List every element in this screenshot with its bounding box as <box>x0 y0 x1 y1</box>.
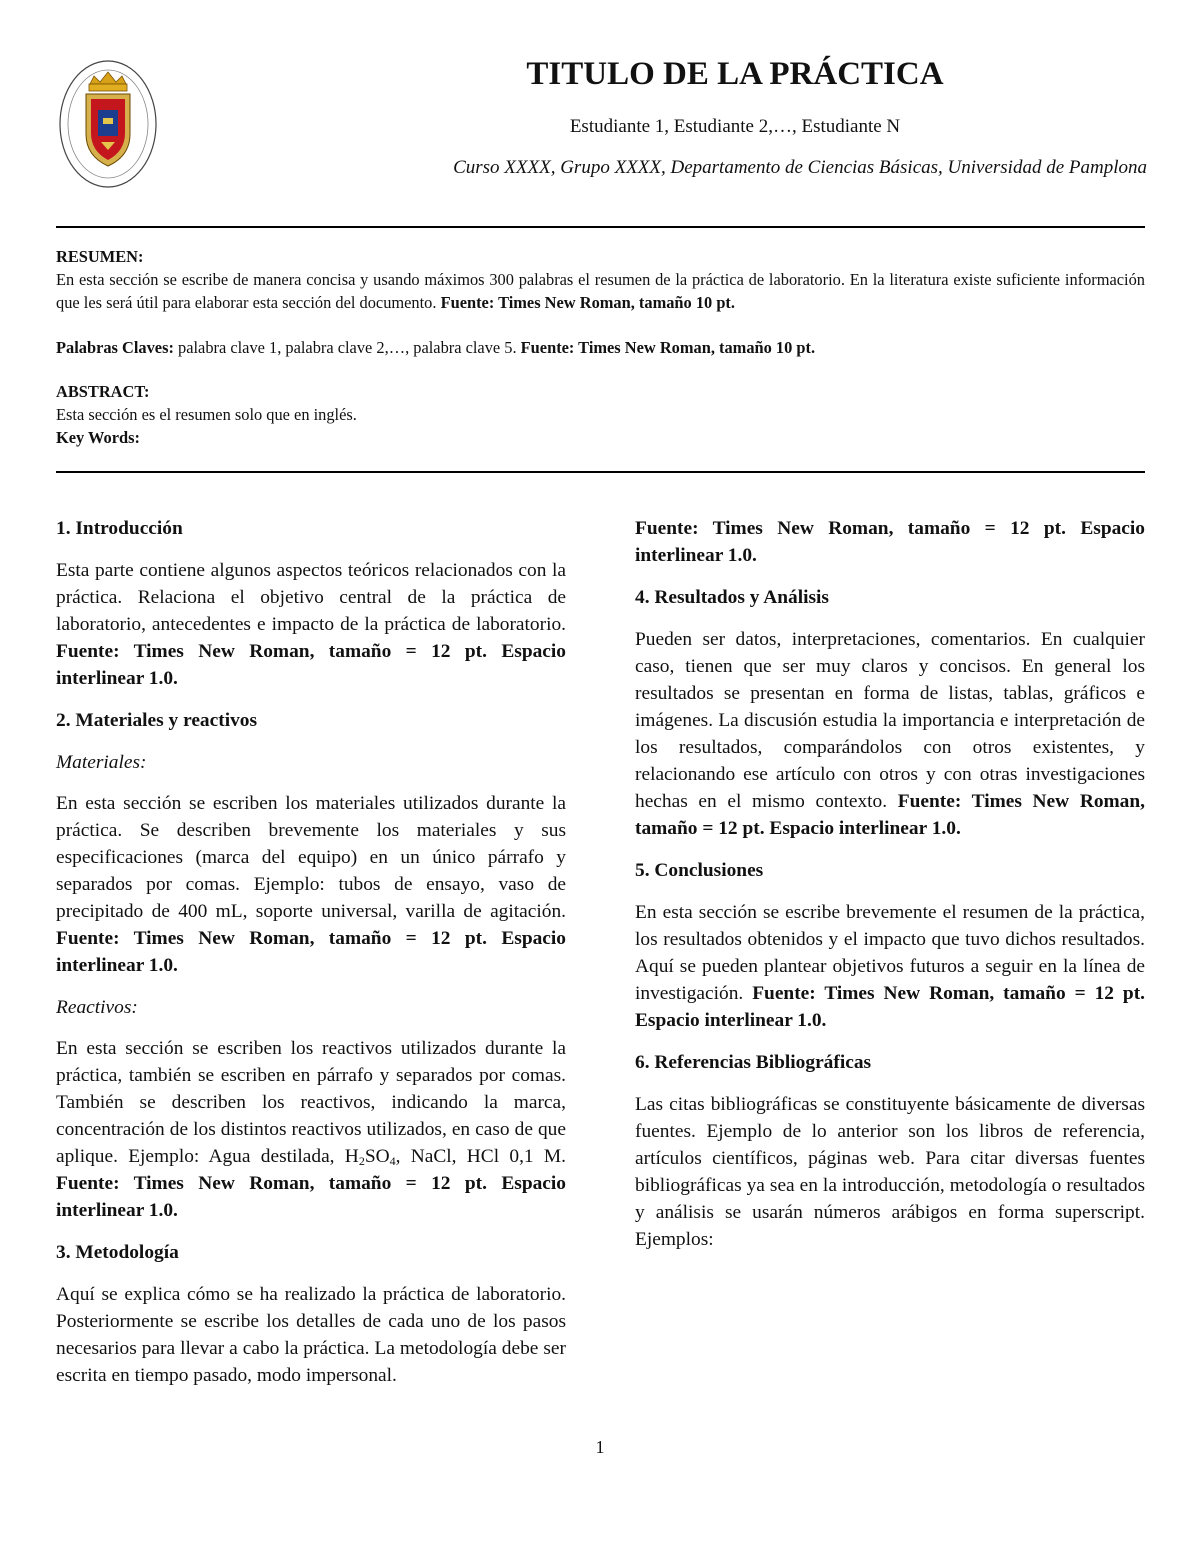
conclusions-body: En esta sección se escribe brevemente el resumen de la práctica, los resultados obtenidos y el impacto que tuvo dichos resultados. Aquí se pueden plantear objetivos futuros a seguir en la línea de investigación. <box>635 902 1145 1004</box>
method-paragraph <box>56 1281 566 1389</box>
author-list: Estudiante 1, Estudiante 2,…, Estudiante N <box>569 116 901 137</box>
university-seal-logo <box>58 58 158 190</box>
right-column <box>635 515 1145 1268</box>
intro-heading: 1. Introducción <box>56 518 183 539</box>
conclusions-heading: 5. Conclusiones <box>635 860 764 881</box>
keywords-label: Palabras Claves: <box>56 338 174 357</box>
results-note: Fuente: Times New Roman, tamaño = 12 pt. Espacio interlinear 1.0. <box>635 791 1145 839</box>
formula-subscript-4: 4 <box>389 1154 396 1168</box>
reactivos-subheading: Reactivos: <box>56 997 138 1018</box>
document-title: TITULO DE LA PRÁCTICA <box>526 56 944 92</box>
formula-subscript-2: 2 <box>358 1154 365 1168</box>
method-body: Aquí se explica cómo se ha realizado la práctica de laboratorio. Posteriormente se escribe los detalles de cada uno de los pasos necesarios para llevar a cabo la práctica. La metodología debe ser escrita en tiempo pasado, modo impersonal. <box>56 1284 566 1386</box>
materials-body: En esta sección se escriben los materiales utilizados durante la práctica. Se describen brevemente los materiales y sus especificaciones (marca del equipo) en un único párrafo y separados por comas. Ejemplo: tubos de ensayo, vaso de precipitado de 400 mL, soporte universal, varilla de agitación. <box>56 793 566 922</box>
formula-so: SO <box>364 1146 390 1167</box>
resumen-body: En esta sección se escribe de manera concisa y usando máximos 300 palabras el resumen de la práctica de laboratorio. En la literatura existe suficiente información que les será útil para elaborar esta sección del documento. <box>56 270 1145 312</box>
resumen-block <box>56 245 1145 314</box>
conclusions-note: Fuente: Times New Roman, tamaño = 12 pt. Espacio interlinear 1.0. <box>635 983 1146 1031</box>
intro-body: Esta parte contiene algunos aspectos teóricos relacionados con la práctica. Relaciona el objetivo central de la práctica de laboratorio, antecedentes e impacto de la práctica de laboratorio. <box>56 560 566 635</box>
resumen-font-note: Fuente: Times New Roman, tamaño 10 pt. <box>440 293 735 312</box>
references-body: Las citas bibliográficas se constituyente básicamente de diversas fuentes. Ejemplo de lo anterior son los libros de referencia, artículos científicos, páginas web. Para citar diversas fuentes bibliográficas ya sea en la introducción, metodología o resultados y análisis se usarán números arábigos en forma superscript. Ejemplos: <box>635 1094 1145 1250</box>
abstract-divider <box>56 471 1145 473</box>
header-divider <box>56 226 1145 228</box>
method-heading: 3. Metodología <box>56 1242 179 1263</box>
intro-paragraph <box>56 557 566 692</box>
references-paragraph <box>635 1091 1145 1253</box>
results-paragraph <box>635 626 1145 842</box>
reactivos-paragraph <box>56 1035 566 1224</box>
materials-note: Fuente: Times New Roman, tamaño = 12 pt. Espacio interlinear 1.0. <box>56 928 566 976</box>
materials-paragraph <box>56 790 566 979</box>
abstract-block <box>56 380 1145 449</box>
materials-subheading: Materiales: <box>56 752 147 773</box>
left-column <box>56 515 566 1389</box>
resumen-heading: RESUMEN: <box>56 247 144 266</box>
reactivos-tail: , NaCl, HCl 0,1 M. <box>395 1146 566 1167</box>
method-paragraph-continued <box>635 515 1145 569</box>
abstract-keywords-label: Key Words: <box>56 428 140 447</box>
results-body: Pueden ser datos, interpretaciones, comentarios. En cualquier caso, tienen que ser muy claros y concisos. En general los resultados se presentan en forma de listas, tablas, gráficos e imágenes. La discusión estudia la importancia e interpretación de los resultados, comparándolos con otros existentes, y relacionando ese artículo con otros y con otras investigaciones hechas en el mismo contexto. <box>635 629 1145 812</box>
reactivos-body: En esta sección se escriben los reactivos utilizados durante la práctica, también se escriben en párrafo y separados por comas. También se describen los reactivos, indicando la marca, concentración de los distintos reactivos utilizados, en caso de que aplique. Ejemplo: Agua destilada, H <box>56 1038 566 1167</box>
intro-note: Fuente: Times New Roman, tamaño = 12 pt. Espacio interlinear 1.0. <box>56 641 566 689</box>
reactivos-note: Fuente: Times New Roman, tamaño = 12 pt. Espacio interlinear 1.0. <box>56 1173 566 1221</box>
materials-heading: 2. Materiales y reactivos <box>56 710 258 731</box>
affiliation-line: Curso XXXX, Grupo XXXX, Departamento de Ciencias Básicas, Universidad de Pamplona <box>453 157 1147 178</box>
seal-graphic <box>58 58 158 190</box>
keywords-font-note: Fuente: Times New Roman, tamaño 10 pt. <box>520 338 816 357</box>
abstract-body: Esta sección es el resumen solo que en inglés. <box>56 405 357 424</box>
page-number: 1 <box>595 1437 605 1457</box>
abstract-heading: ABSTRACT: <box>56 382 150 401</box>
method-note-continued: Fuente: Times New Roman, tamaño = 12 pt. Espacio interlinear 1.0. <box>635 518 1145 566</box>
keywords-text: palabra clave 1, palabra clave 2,…, palabra clave 5. <box>173 338 521 357</box>
results-heading: 4. Resultados y Análisis <box>635 587 829 608</box>
references-heading: 6. Referencias Bibliográficas <box>635 1052 872 1073</box>
conclusions-paragraph <box>635 899 1145 1034</box>
keywords-block <box>56 336 1145 359</box>
